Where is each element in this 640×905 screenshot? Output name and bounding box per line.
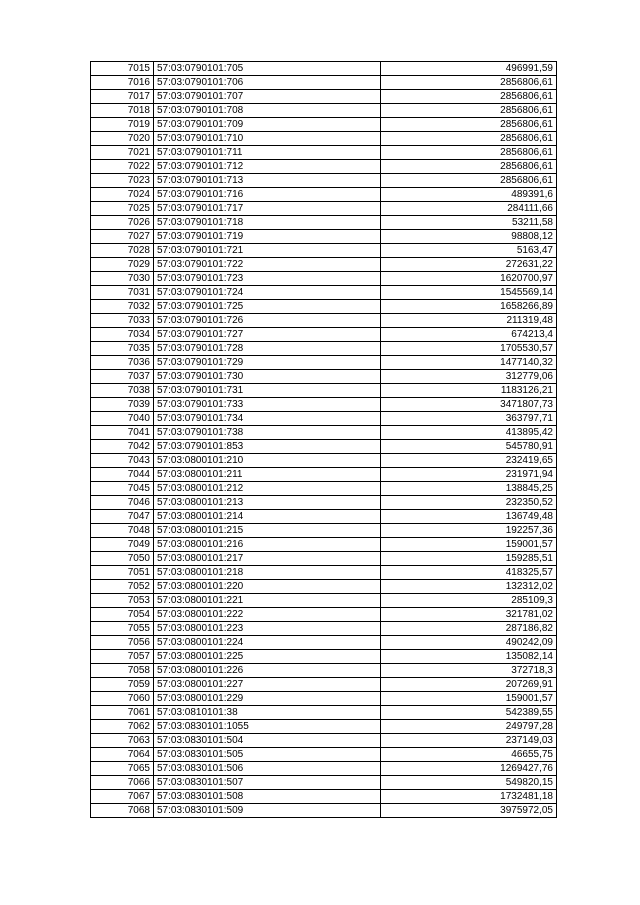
cadastral-number-cell: 57:03:0800101:218: [154, 566, 381, 580]
row-number-cell: 7044: [91, 468, 154, 482]
value-cell: 132312,02: [381, 580, 557, 594]
table-row: [91, 538, 557, 552]
table-row: [91, 734, 557, 748]
row-number-cell: 7017: [91, 90, 154, 104]
cadastral-number-cell: 57:03:0800101:213: [154, 496, 381, 510]
cadastral-number-cell: 57:03:0830101:505: [154, 748, 381, 762]
value-cell: 136749,48: [381, 510, 557, 524]
value-cell: 321781,02: [381, 608, 557, 622]
value-cell: 5163,47: [381, 244, 557, 258]
row-number-cell: 7019: [91, 118, 154, 132]
cadastral-number-cell: 57:03:0800101:220: [154, 580, 381, 594]
value-cell: 372718,3: [381, 664, 557, 678]
row-number-cell: 7021: [91, 146, 154, 160]
row-number-cell: 7050: [91, 552, 154, 566]
table-row: [91, 244, 557, 258]
row-number-cell: 7064: [91, 748, 154, 762]
cadastral-number-cell: 57:03:0800101:223: [154, 622, 381, 636]
row-number-cell: 7063: [91, 734, 154, 748]
table-row: [91, 748, 557, 762]
table-row: [91, 804, 557, 818]
row-number-cell: 7051: [91, 566, 154, 580]
row-number-cell: 7054: [91, 608, 154, 622]
value-cell: 2856806,61: [381, 174, 557, 188]
value-cell: 496991,59: [381, 62, 557, 76]
cadastral-number-cell: 57:03:0790101:729: [154, 356, 381, 370]
cadastral-number-cell: 57:03:0790101:734: [154, 412, 381, 426]
row-number-cell: 7055: [91, 622, 154, 636]
row-number-cell: 7015: [91, 62, 154, 76]
value-cell: 287186,82: [381, 622, 557, 636]
row-number-cell: 7040: [91, 412, 154, 426]
table-row: [91, 286, 557, 300]
row-number-cell: 7056: [91, 636, 154, 650]
table-row: [91, 594, 557, 608]
row-number-cell: 7066: [91, 776, 154, 790]
row-number-cell: 7068: [91, 804, 154, 818]
value-cell: 159001,57: [381, 692, 557, 706]
value-cell: 211319,48: [381, 314, 557, 328]
row-number-cell: 7037: [91, 370, 154, 384]
cadastral-number-cell: 57:03:0790101:712: [154, 160, 381, 174]
cadastral-number-cell: 57:03:0800101:226: [154, 664, 381, 678]
row-number-cell: 7026: [91, 216, 154, 230]
value-cell: 53211,58: [381, 216, 557, 230]
table-row: [91, 342, 557, 356]
table-row: [91, 202, 557, 216]
table-row: [91, 412, 557, 426]
value-cell: 192257,36: [381, 524, 557, 538]
value-cell: 232419,65: [381, 454, 557, 468]
table-row: [91, 314, 557, 328]
cadastral-number-cell: 57:03:0790101:724: [154, 286, 381, 300]
cadastral-number-cell: 57:03:0800101:212: [154, 482, 381, 496]
table-row: [91, 230, 557, 244]
table-body: [91, 62, 557, 818]
table-row: [91, 160, 557, 174]
table-row: [91, 650, 557, 664]
cadastral-number-cell: 57:03:0800101:215: [154, 524, 381, 538]
row-number-cell: 7049: [91, 538, 154, 552]
value-cell: 135082,14: [381, 650, 557, 664]
table-row: [91, 104, 557, 118]
row-number-cell: 7038: [91, 384, 154, 398]
cadastral-number-cell: 57:03:0800101:211: [154, 468, 381, 482]
cadastral-number-cell: 57:03:0790101:710: [154, 132, 381, 146]
table-row: [91, 692, 557, 706]
table-row: [91, 216, 557, 230]
cadastral-number-cell: 57:03:0790101:719: [154, 230, 381, 244]
table-row: [91, 496, 557, 510]
row-number-cell: 7029: [91, 258, 154, 272]
row-number-cell: 7052: [91, 580, 154, 594]
cadastral-number-cell: 57:03:0790101:707: [154, 90, 381, 104]
row-number-cell: 7060: [91, 692, 154, 706]
row-number-cell: 7043: [91, 454, 154, 468]
row-number-cell: 7065: [91, 762, 154, 776]
value-cell: 3975972,05: [381, 804, 557, 818]
table-row: [91, 468, 557, 482]
cadastral-number-cell: 57:03:0830101:506: [154, 762, 381, 776]
value-cell: 249797,28: [381, 720, 557, 734]
table-row: [91, 552, 557, 566]
value-cell: 545780,91: [381, 440, 557, 454]
value-cell: 2856806,61: [381, 160, 557, 174]
cadastral-number-cell: 57:03:0800101:217: [154, 552, 381, 566]
cadastral-number-cell: 57:03:0790101:721: [154, 244, 381, 258]
table-row: [91, 146, 557, 160]
row-number-cell: 7047: [91, 510, 154, 524]
value-cell: 490242,09: [381, 636, 557, 650]
table-row: [91, 678, 557, 692]
cadastral-number-cell: 57:03:0790101:718: [154, 216, 381, 230]
table-row: [91, 776, 557, 790]
row-number-cell: 7046: [91, 496, 154, 510]
table-row: [91, 300, 557, 314]
cadastral-number-cell: 57:03:0790101:706: [154, 76, 381, 90]
table-row: [91, 524, 557, 538]
row-number-cell: 7062: [91, 720, 154, 734]
row-number-cell: 7057: [91, 650, 154, 664]
cadastral-number-cell: 57:03:0800101:225: [154, 650, 381, 664]
value-cell: 231971,94: [381, 468, 557, 482]
value-cell: 1477140,32: [381, 356, 557, 370]
row-number-cell: 7024: [91, 188, 154, 202]
row-number-cell: 7036: [91, 356, 154, 370]
row-number-cell: 7039: [91, 398, 154, 412]
row-number-cell: 7023: [91, 174, 154, 188]
row-number-cell: 7031: [91, 286, 154, 300]
table-row: [91, 356, 557, 370]
value-cell: 272631,22: [381, 258, 557, 272]
cadastral-number-cell: 57:03:0800101:221: [154, 594, 381, 608]
cadastral-number-cell: 57:03:0800101:210: [154, 454, 381, 468]
row-number-cell: 7042: [91, 440, 154, 454]
row-number-cell: 7067: [91, 790, 154, 804]
table-row: [91, 720, 557, 734]
cadastral-number-cell: 57:03:0790101:713: [154, 174, 381, 188]
cadastral-number-cell: 57:03:0800101:222: [154, 608, 381, 622]
row-number-cell: 7028: [91, 244, 154, 258]
value-cell: 1269427,76: [381, 762, 557, 776]
table-row: [91, 608, 557, 622]
value-cell: 674213,4: [381, 328, 557, 342]
row-number-cell: 7059: [91, 678, 154, 692]
value-cell: 2856806,61: [381, 146, 557, 160]
value-cell: 2856806,61: [381, 132, 557, 146]
cadastral-number-cell: 57:03:0800101:227: [154, 678, 381, 692]
value-cell: 363797,71: [381, 412, 557, 426]
cadastral-number-cell: 57:03:0790101:726: [154, 314, 381, 328]
cadastral-number-cell: 57:03:0790101:725: [154, 300, 381, 314]
row-number-cell: 7032: [91, 300, 154, 314]
table-row: [91, 580, 557, 594]
cadastral-number-cell: 57:03:0790101:727: [154, 328, 381, 342]
cadastral-number-cell: 57:03:0790101:709: [154, 118, 381, 132]
cadastral-number-cell: 57:03:0800101:229: [154, 692, 381, 706]
value-cell: 159285,51: [381, 552, 557, 566]
table-row: [91, 188, 557, 202]
row-number-cell: 7034: [91, 328, 154, 342]
value-cell: 413895,42: [381, 426, 557, 440]
row-number-cell: 7027: [91, 230, 154, 244]
row-number-cell: 7020: [91, 132, 154, 146]
cadastral-number-cell: 57:03:0790101:730: [154, 370, 381, 384]
value-cell: 549820,15: [381, 776, 557, 790]
value-cell: 232350,52: [381, 496, 557, 510]
cadastral-number-cell: 57:03:0790101:717: [154, 202, 381, 216]
table-row: [91, 370, 557, 384]
table-row: [91, 706, 557, 720]
cadastral-number-cell: 57:03:0800101:224: [154, 636, 381, 650]
value-cell: 1183126,21: [381, 384, 557, 398]
cadastral-number-cell: 57:03:0790101:716: [154, 188, 381, 202]
value-cell: 284111,66: [381, 202, 557, 216]
cadastral-number-cell: 57:03:0830101:509: [154, 804, 381, 818]
cadastral-number-cell: 57:03:0830101:507: [154, 776, 381, 790]
value-cell: 1658266,89: [381, 300, 557, 314]
row-number-cell: 7045: [91, 482, 154, 496]
table-row: [91, 622, 557, 636]
value-cell: 3471807,73: [381, 398, 557, 412]
table-row: [91, 566, 557, 580]
table-row: [91, 384, 557, 398]
table-row: [91, 328, 557, 342]
row-number-cell: 7018: [91, 104, 154, 118]
value-cell: 138845,25: [381, 482, 557, 496]
cadastral-number-cell: 57:03:0790101:733: [154, 398, 381, 412]
table-row: [91, 762, 557, 776]
row-number-cell: 7033: [91, 314, 154, 328]
cadastral-number-cell: 57:03:0790101:711: [154, 146, 381, 160]
value-cell: 2856806,61: [381, 118, 557, 132]
table-row: [91, 62, 557, 76]
row-number-cell: 7022: [91, 160, 154, 174]
table-row: [91, 132, 557, 146]
value-cell: 2856806,61: [381, 76, 557, 90]
cadastral-number-cell: 57:03:0830101:508: [154, 790, 381, 804]
value-cell: 1732481,18: [381, 790, 557, 804]
row-number-cell: 7061: [91, 706, 154, 720]
value-cell: 159001,57: [381, 538, 557, 552]
cadastral-number-cell: 57:03:0810101:38: [154, 706, 381, 720]
value-cell: 2856806,61: [381, 104, 557, 118]
row-number-cell: 7016: [91, 76, 154, 90]
cadastral-number-cell: 57:03:0830101:1055: [154, 720, 381, 734]
table-row: [91, 790, 557, 804]
value-cell: 207269,91: [381, 678, 557, 692]
cadastral-number-cell: 57:03:0790101:705: [154, 62, 381, 76]
table-row: [91, 76, 557, 90]
value-cell: 2856806,61: [381, 90, 557, 104]
table-row: [91, 272, 557, 286]
value-cell: 285109,3: [381, 594, 557, 608]
cadastral-number-cell: 57:03:0790101:853: [154, 440, 381, 454]
table-row: [91, 426, 557, 440]
table-row: [91, 90, 557, 104]
value-cell: 1705530,57: [381, 342, 557, 356]
table-row: [91, 258, 557, 272]
row-number-cell: 7035: [91, 342, 154, 356]
table-row: [91, 636, 557, 650]
table-row: [91, 440, 557, 454]
value-cell: 489391,6: [381, 188, 557, 202]
cadastral-value-table: [90, 61, 557, 818]
cadastral-number-cell: 57:03:0830101:504: [154, 734, 381, 748]
row-number-cell: 7053: [91, 594, 154, 608]
value-cell: 46655,75: [381, 748, 557, 762]
cadastral-number-cell: 57:03:0790101:738: [154, 426, 381, 440]
table-row: [91, 118, 557, 132]
table-row: [91, 664, 557, 678]
cadastral-number-cell: 57:03:0800101:214: [154, 510, 381, 524]
value-cell: 98808,12: [381, 230, 557, 244]
row-number-cell: 7041: [91, 426, 154, 440]
cadastral-number-cell: 57:03:0790101:731: [154, 384, 381, 398]
row-number-cell: 7030: [91, 272, 154, 286]
value-cell: 542389,55: [381, 706, 557, 720]
cadastral-number-cell: 57:03:0790101:722: [154, 258, 381, 272]
table-row: [91, 174, 557, 188]
value-cell: 1620700,97: [381, 272, 557, 286]
value-cell: 418325,57: [381, 566, 557, 580]
row-number-cell: 7058: [91, 664, 154, 678]
row-number-cell: 7048: [91, 524, 154, 538]
value-cell: 237149,03: [381, 734, 557, 748]
cadastral-number-cell: 57:03:0790101:708: [154, 104, 381, 118]
table-row: [91, 454, 557, 468]
value-cell: 312779,06: [381, 370, 557, 384]
value-cell: 1545569,14: [381, 286, 557, 300]
cadastral-number-cell: 57:03:0790101:723: [154, 272, 381, 286]
cadastral-number-cell: 57:03:0800101:216: [154, 538, 381, 552]
row-number-cell: 7025: [91, 202, 154, 216]
table-row: [91, 510, 557, 524]
cadastral-number-cell: 57:03:0790101:728: [154, 342, 381, 356]
table-row: [91, 482, 557, 496]
table-row: [91, 398, 557, 412]
